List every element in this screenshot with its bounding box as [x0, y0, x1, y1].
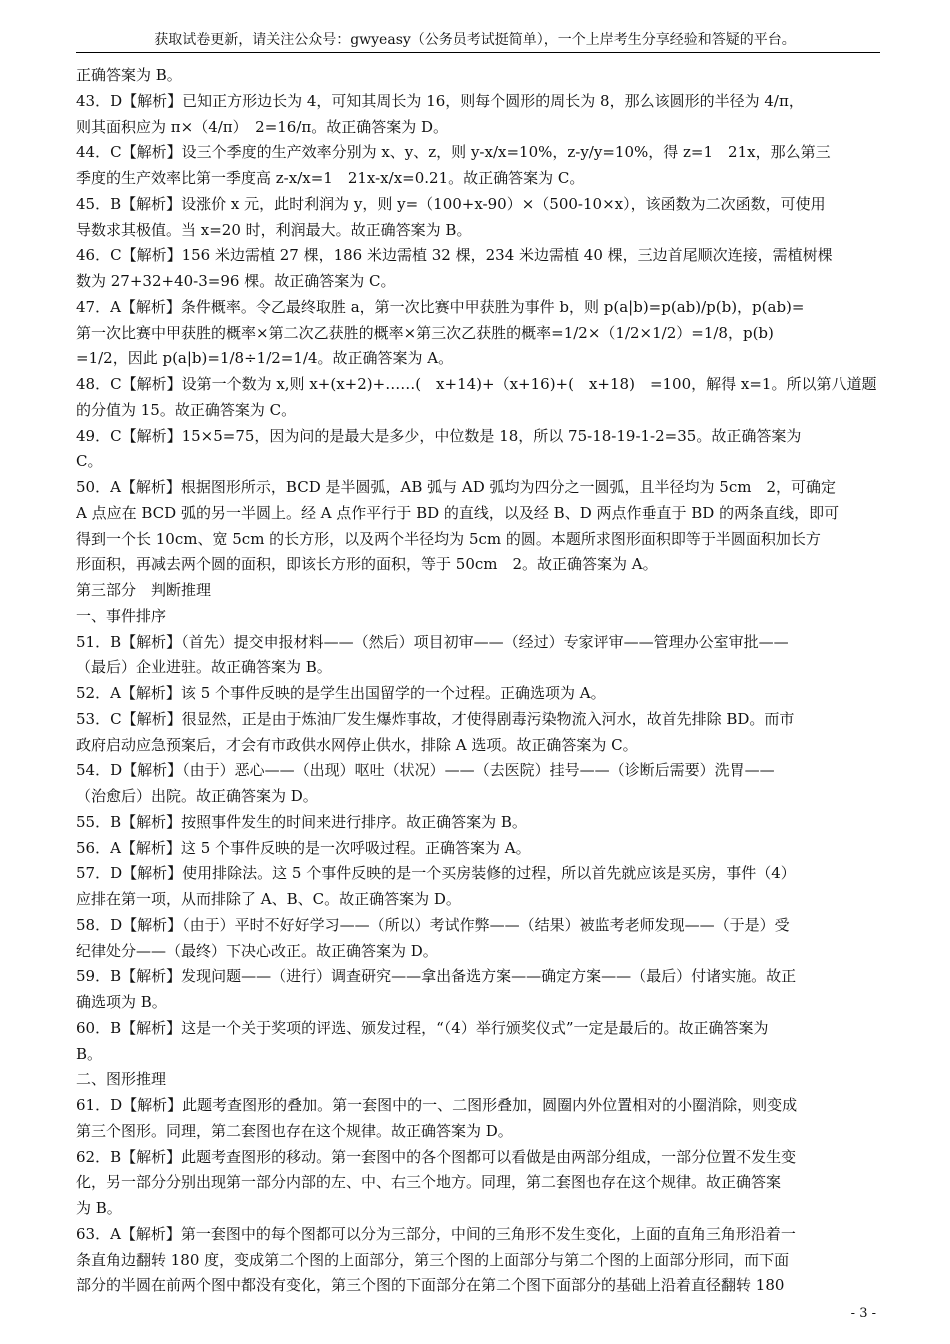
- text-line: 63．A【解析】第一套图中的每个图都可以分为三部分，中间的三角形不发生变化，上面的直角三角形沿着一: [76, 1224, 796, 1243]
- text-line: （治愈后）出院。故正确答案为 D。: [76, 787, 318, 805]
- text-line: 条直角边翻转 180 度，变成第二个图的上面部分，第三个图的上面部分与第二个图的上面部分形同，而下面: [76, 1250, 790, 1269]
- page-number: - 3 -: [850, 1306, 876, 1321]
- text-line: 48．C【解析】设第一个数为 x,则 x+(x+2)+……( x+14)+（x+16)+( x+18) =100，解得 x=1。所以第八道题: [76, 375, 877, 393]
- text-line: 形面积，再减去两个圆的面积，即该长方形的面积，等于 50cm 2。故正确答案为 A。: [76, 555, 658, 574]
- text-line: 50．A【解析】根据图形所示，BCD 是半圆弧，AB 弧与 AD 弧均为四分之一圆弧，且半径均为 5cm 2，可确定: [76, 478, 836, 496]
- text-line: 52．A【解析】该 5 个事件反映的是学生出国留学的一个过程。正确选项为 A。: [76, 684, 606, 702]
- text-line: A 点应在 BCD 弧的另一半圆上。经 A 点作平行于 BD 的直线，以及经 B、D 两点作垂直于 BD 的两条直线，即可: [76, 503, 840, 522]
- text-line: 43．D【解析】已知正方形边长为 4，可知其周长为 16，则每个圆形的周长为 8，那么该圆形的半径为 4/π，: [76, 91, 804, 110]
- text-line: 为 B。: [76, 1199, 122, 1217]
- text-line: 57．D【解析】使用排除法。这 5 个事件反映的是一个买房装修的过程，所以首先就应该是买房，事件（4）: [76, 864, 796, 883]
- text-line: 政府启动应急预案后，才会有市政供水网停止供水，排除 A 选项。故正确答案为 C。: [76, 735, 638, 754]
- text-line: 正确答案为 B。: [76, 66, 182, 84]
- text-line: （最后）企业进驻。故正确答案为 B。: [76, 658, 332, 677]
- text-line: 一、事件排序: [76, 606, 167, 625]
- header-rule: [76, 52, 880, 53]
- text-line: 得到一个长 10cm、宽 5cm 的长方形，以及两个半径均为 5cm 的圆。本题所求图形面积即等于半圆面积加长方: [76, 529, 821, 548]
- text-line: 二、图形推理: [76, 1070, 167, 1089]
- text-line: 导数求其极值。当 x=20 时，利润最大。故正确答案为 B。: [76, 220, 472, 239]
- text-line: 61．D【解析】此题考查图形的叠加。第一套图中的一、二图形叠加，圆圈内外位置相对的小圈消除，则变成: [76, 1096, 798, 1114]
- text-line: C。: [76, 452, 103, 471]
- text-line: =1/2，因此 p(a|b)=1/8÷1/2=1/4。故正确答案为 A。: [76, 349, 454, 368]
- document-body: [76, 63, 880, 1299]
- text-line: 确选项为 B。: [76, 993, 167, 1011]
- text-line: 化，另一部分分别出现第一部分内部的左、中、右三个地方。同理，第二套图也存在这个规律。故正确答案: [76, 1173, 782, 1192]
- text-line: 47．A【解析】条件概率。令乙最终取胜 a，第一次比赛中甲获胜为事件 b，则 p(a|b)=p(ab)/p(b)，p(ab)=: [76, 297, 805, 316]
- text-line: 部分的半圆在前两个图中都没有变化，第三个图的下面部分在第二个图下面部分的基础上沿着直径翻转 180: [76, 1276, 785, 1295]
- text-line: 纪律处分——（最终）下决心改正。故正确答案为 D。: [76, 941, 438, 960]
- text-line: 60．B【解析】这是一个关于奖项的评选、颁发过程，“（4）举行颁奖仪式”一定是最后的。故正确答案为: [76, 1018, 769, 1037]
- text-line: 53．C【解析】很显然，正是由于炼油厂发生爆炸事故，才使得剧毒污染物流入河水，故首先排除 BD。而市: [76, 709, 795, 728]
- text-line: 51．B【解析】（首先）提交申报材料——（然后）项目初审——（经过）专家评审——管理办公室审批——: [76, 632, 789, 651]
- text-line: 55．B【解析】按照事件发生的时间来进行排序。故正确答案为 B。: [76, 812, 527, 831]
- text-line: 季度的生产效率比第一季度高 z-x/x=1 21x-x/x=0.21。故正确答案为 C。: [76, 169, 585, 187]
- text-line: 59．B【解析】发现问题——（进行）调查研究——拿出备选方案——确定方案——（最后）付诸实施。故正: [76, 967, 797, 986]
- text-line: 第一次比赛中甲获胜的概率×第二次乙获胜的概率×第三次乙获胜的概率=1/2×（1/2×1/2）=1/8，p(b): [76, 323, 774, 342]
- text-line: B。: [76, 1044, 103, 1063]
- text-line: 49．C【解析】15×5=75，因为问的是最大是多少，中位数是 18，所以 75-18-19-1-2=35。故正确答案为: [76, 426, 802, 445]
- text-line: 62．B【解析】此题考查图形的移动。第一套图中的各个图都可以看做是由两部分组成，一部分位置不发生变: [76, 1147, 797, 1166]
- text-line: 则其面积应为 π×（4/π） 2=16/π。故正确答案为 D。: [76, 117, 449, 136]
- text-line: 58．D【解析】（由于）平时不好好学习——（所以）考试作弊——（结果）被监考老师发现——（于是）受: [76, 915, 790, 934]
- page-header: 获取试卷更新，请关注公众号：gwyeasy（公务员考试挺简单），一个上岸考生分享经验和答疑的平台。: [154, 32, 796, 48]
- text-line: 的分值为 15。故正确答案为 C。: [76, 400, 297, 419]
- text-line: 数为 27+32+40-3=96 棵。故正确答案为 C。: [76, 272, 396, 290]
- text-line: 54．D【解析】（由于）恶心——（出现）呕吐（状况）——（去医院）挂号——（诊断后需要）洗胃——: [76, 761, 775, 780]
- text-line: 应排在第一项，从而排除了 A、B、C。故正确答案为 D。: [76, 890, 461, 908]
- text-line: 56．A【解析】这 5 个事件反映的是一次呼吸过程。正确答案为 A。: [76, 838, 531, 857]
- text-line: 第三部分 判断推理: [76, 581, 212, 599]
- text-line: 44．C【解析】设三个季度的生产效率分别为 x、y、z，则 y-x/x=10%，z-y/y=10%，得 z=1 21x，那么第三: [76, 143, 831, 162]
- text-line: 第三个图形。同理，第二套图也存在这个规律。故正确答案为 D。: [76, 1121, 513, 1140]
- text-line: 46．C【解析】156 米边需植 27 棵，186 米边需植 32 棵，234 米边需植 40 棵，三边首尾顺次连接，需植树棵: [76, 246, 833, 265]
- text-line: 45．B【解析】设涨价 x 元，此时利润为 y，则 y=（100+x-90）×（500-10×x），该函数为二次函数，可使用: [76, 194, 826, 213]
